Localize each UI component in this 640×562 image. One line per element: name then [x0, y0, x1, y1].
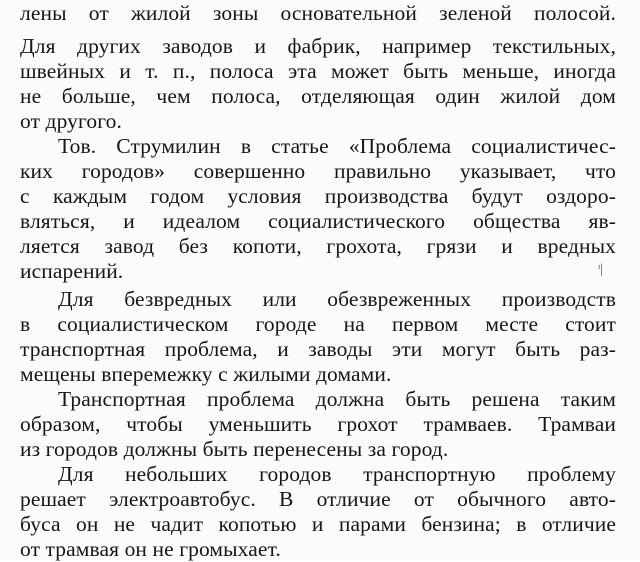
text-line: образом, чтобы уменьшить грохот трамваев. Трамваи: [20, 412, 616, 436]
text-line: от другого.: [20, 109, 122, 133]
text-line: ляется завод без копоти, грохота, грязи и вредных: [20, 234, 616, 258]
text-line: не больше, чем полоса, отделяющая один жилой дом: [20, 84, 616, 108]
text-line: от трамвая он не громыхает.: [20, 537, 281, 561]
text-line: решает электроавтобус. В отличие от обычного авто-: [20, 487, 616, 511]
text-line: транспортная проблема, и заводы эти могут быть раз-: [20, 337, 616, 361]
text-line: с каждым годом условия производства будут оздоро-: [20, 184, 616, 208]
text-line: Для других заводов и фабрик, например текстильных,: [20, 34, 616, 58]
text-line: Тов. Струмилин в статье «Проблема социалистичес-: [58, 134, 616, 158]
text-line: швейных и т. п., полоса эта может быть меньше, иногда: [20, 59, 616, 83]
text-line: из городов должны быть перенесены за город.: [20, 437, 449, 461]
text-line: ких городов» совершенно правильно указывает, что: [20, 159, 616, 183]
text-line: буса он не чадит копотью и парами бензина; в отличие: [20, 512, 616, 536]
text-line: Для небольших городов транспортную проблему: [58, 462, 616, 486]
margin-mark: ᶦ|: [598, 262, 604, 277]
text-line: Для безвредных или обезвреженных производств: [58, 287, 616, 311]
text-line: испарений.: [20, 259, 124, 283]
text-line: Транспортная проблема должна быть решена таким: [58, 387, 616, 411]
text-line: в социалистическом городе на первом месте стоит: [20, 312, 616, 336]
text-line: вляться, и идеалом социалистического общества яв-: [20, 209, 616, 233]
text-line: лены от жилой зоны основательной зеленой полосой.: [20, 1, 616, 25]
text-line: мещены вперемежку с жилыми домами.: [20, 362, 392, 386]
